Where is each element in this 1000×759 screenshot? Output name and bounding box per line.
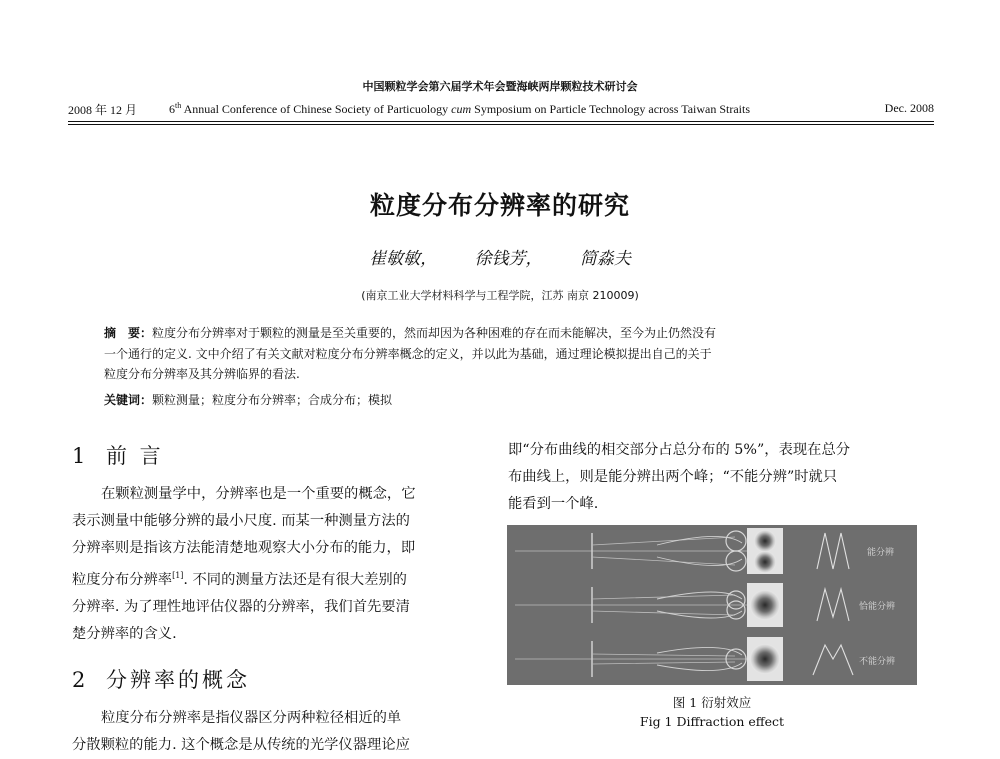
keywords-label: 关键词：	[104, 393, 153, 407]
figure-caption-en: Fig 1 Diffraction effect	[639, 714, 785, 729]
author-2: 徐钱芳，	[474, 249, 543, 269]
abstract-line-3: 粒度分布分辨率及其分辨临界的看法.	[104, 367, 300, 381]
rc-line-2: 布曲线上，则是能分辨出两个峰；“不能分辨”时就只	[508, 469, 838, 485]
figure-caption-cn: 图 1 衍射效应	[672, 695, 752, 710]
header-date-en: Dec. 2008	[884, 101, 934, 115]
header-conf-en-cum: cum	[451, 102, 472, 116]
paper-title: 粒度分布分辨率的研究	[369, 191, 630, 220]
figure-label-resolvable: 能分辨	[867, 548, 895, 558]
figure-label-not-resolvable: 不能分辨	[859, 657, 896, 667]
rc-line-3: 能看到一个峰.	[508, 496, 599, 512]
diffraction-figure-svg	[507, 525, 917, 685]
section-1-heading	[72, 440, 164, 470]
figure-label-just-resolvable: 恰能分辨	[859, 602, 896, 612]
s2-line-2: 分散颗粒的能力. 这个概念是从传统的光学仪器理论应	[72, 737, 410, 753]
section-2-heading	[72, 664, 250, 694]
abstract-line-1	[104, 323, 894, 344]
s2-line-1: 粒度分布分辨率是指仪器区分两种粒径相近的单	[101, 710, 402, 726]
running-header	[68, 101, 934, 119]
keywords-text: 颗粒测量；粒度分布分辨率；合成分布；模拟	[152, 393, 393, 407]
section-1-title: 前 言	[106, 444, 164, 468]
citation-1: [1]	[172, 571, 184, 580]
header-rule-top	[68, 121, 934, 122]
header-ordinal-sup: th	[175, 101, 182, 110]
right-column-text	[508, 437, 920, 518]
author-1: 崔敏敏，	[369, 249, 438, 269]
keywords	[104, 391, 894, 408]
abstract	[104, 323, 894, 385]
header-conf-en-a: Annual Conference of Chinese Society of Particuology	[181, 102, 452, 116]
affiliation: (南京工业大学材料科学与工程学院，江苏 南京 210009)	[361, 289, 639, 302]
authors	[0, 244, 1000, 269]
abstract-line-2: 一个通行的定义. 文中介绍了有关文献对粒度分布分辨率概念的定义，并以此为基础，通过理论模拟提出自己的关于	[104, 346, 712, 361]
s1-line-4a: 粒度分布分辨率	[72, 571, 173, 588]
s1-line-1: 在颗粒测量学中，分辨率也是一个重要的概念，它	[101, 486, 416, 502]
section-1-body	[72, 481, 472, 648]
author-3: 简淼夫	[579, 249, 631, 269]
section-1-number: 1	[72, 444, 86, 468]
header-rule-bottom	[68, 124, 934, 125]
s1-line-6: 楚分辨率的含义.	[72, 625, 177, 642]
s1-line-5: 分辨率. 为了理性地评估仪器的分辨率，我们首先要清	[72, 598, 410, 615]
section-2-title: 分辨率的概念	[106, 668, 250, 692]
s1-line-4: 粒度分布分辨率[1]. 不同的测量方法还是有很大差别的	[72, 571, 407, 588]
conference-title-cn: 中国颗粒学会第六届学术年会暨海峡两岸颗粒技术研讨会	[362, 80, 638, 93]
s1-line-4b: 不同的测量方法还是有很大差别的	[192, 571, 407, 588]
section-2-number: 2	[72, 668, 86, 692]
header-conf-en-b: Symposium on Particle Technology across Taiwan Straits	[471, 102, 751, 116]
abstract-text-1: 粒度分布分辨率对于颗粒的测量是至关重要的，然而却因为各种困难的存在而未能解决，至今为止仍然没有	[152, 326, 717, 340]
rc-line-1: 即“分布曲线的相交部分占总分布的 5%”，表现在总分	[508, 442, 851, 458]
section-2-body	[72, 705, 472, 759]
s1-line-2: 表示测量中能够分辨的最小尺度. 而某一种测量方法的	[72, 513, 410, 529]
s1-line-3: 分辨率则是指该方法能清楚地观察大小分布的能力，即	[72, 540, 416, 556]
header-ordinal-num: 6	[169, 102, 175, 116]
header-date-cn: 2008 年 12 月	[68, 103, 138, 117]
figure-1	[507, 525, 917, 685]
abstract-label: 摘 要：	[104, 326, 153, 340]
header-conference-en	[169, 101, 750, 117]
